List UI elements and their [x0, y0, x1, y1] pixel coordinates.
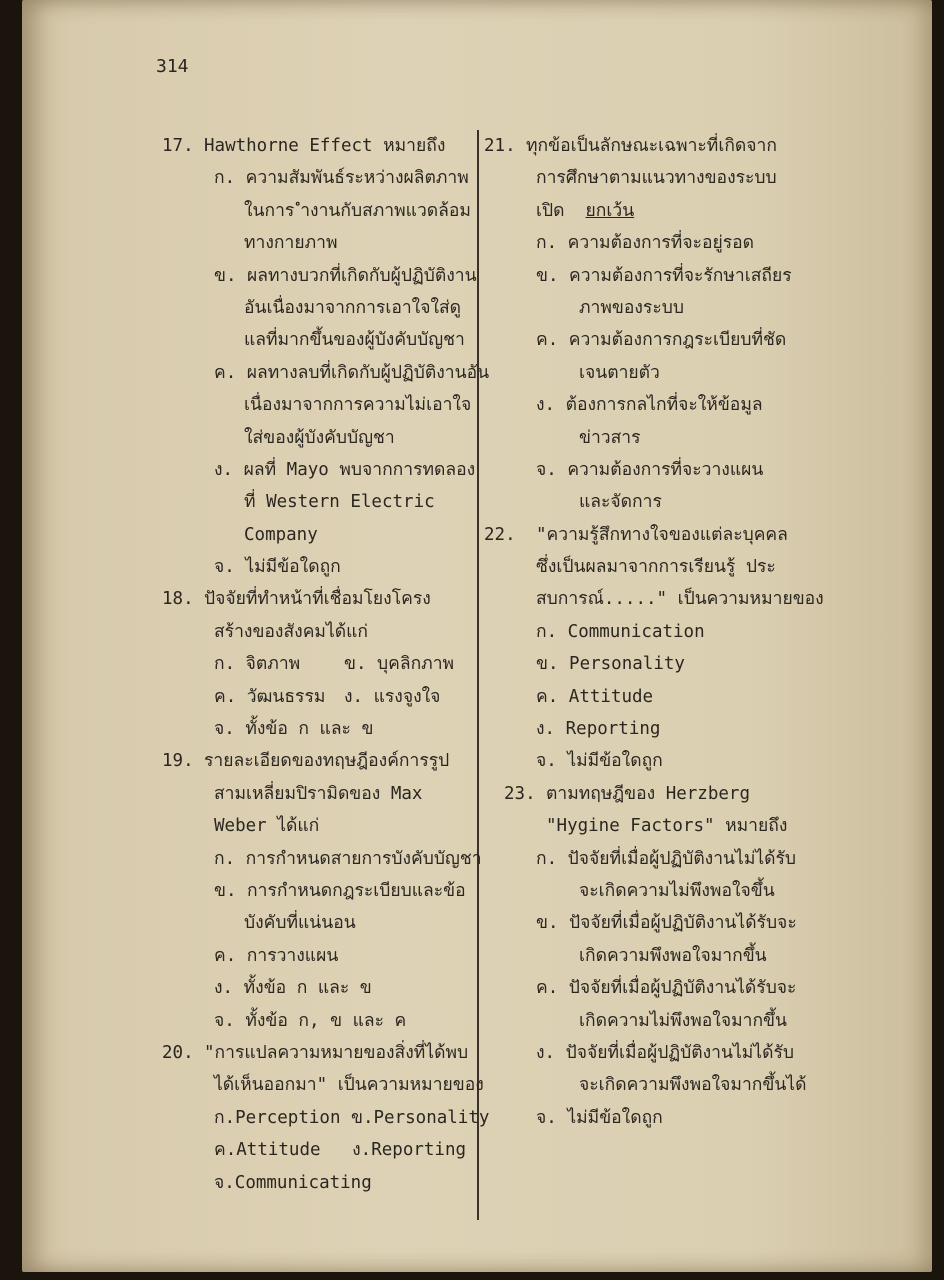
- question-text-cont: สบการณ์....." เป็นความหมายของ: [536, 589, 824, 610]
- option-a: ก. ปัจจัยที่เมื่อผู้ปฏิบัติงานไม่ได้รับ: [536, 848, 797, 869]
- question-number: 21.: [484, 136, 516, 156]
- question-19-title: [162, 745, 492, 777]
- option-d-cont: Company: [244, 524, 318, 545]
- option-a: ก. ความต้องการที่จะอยู่รอด: [536, 233, 755, 254]
- question-text-cont: [484, 195, 844, 227]
- question-text-part: เปิด: [536, 200, 565, 221]
- page-number: 314: [156, 56, 189, 77]
- option-c: ค. การวางแผน: [214, 945, 339, 966]
- question-text-cont: สามเหลี่ยมปิรามิดของ Max: [214, 783, 423, 804]
- option-d: ง. แรงจูงใจ: [344, 686, 441, 707]
- option-a: ก. จิตภาพ: [214, 654, 301, 675]
- question-20-title: [162, 1037, 492, 1069]
- question-text: "ความรู้สึกทางใจของแต่ละบุคคล: [536, 524, 788, 545]
- option-b: ข. ความต้องการที่จะรักษาเสถียร: [536, 265, 792, 286]
- question-23-title: [484, 778, 844, 810]
- option-d: ง. ปัจจัยที่เมื่อผู้ปฏิบัติงานไม่ได้รับ: [536, 1042, 794, 1063]
- option-a: ก. Communication: [536, 621, 705, 642]
- question-text-cont: สร้างของสังคมได้แก่: [214, 621, 368, 642]
- option-b: ข. Personality: [536, 654, 685, 675]
- option-a-cont: ในการ ํางานกับสภาพแวดล้อม: [244, 200, 471, 221]
- question-text: ทุกข้อเป็นลักษณะเฉพาะที่เกิดจาก: [526, 136, 777, 156]
- option-d-cont: จะเกิดความพึงพอใจมากขึ้นได้: [579, 1075, 807, 1096]
- option-e: จ. ทั้งข้อ ก และ ข: [214, 719, 374, 740]
- option-c: ค. ความต้องการกฎระเบียบที่ชัด: [536, 330, 787, 351]
- question-number: 23.: [504, 783, 536, 804]
- question-22-title: [484, 519, 844, 551]
- option-d-cont: ที่ Western Electric: [244, 492, 435, 513]
- option-e: จ. ความต้องการที่จะวางแผน: [536, 459, 764, 480]
- question-text-cont: การศึกษาตามแนวทางของระบบ: [536, 168, 777, 189]
- right-column: [484, 130, 844, 1134]
- left-column: [162, 130, 492, 1199]
- option-b-cont: บังคับที่แน่นอน: [244, 913, 356, 934]
- option-c: ค. Attitude: [536, 686, 654, 707]
- option-row-cd: [162, 681, 492, 713]
- option-d: ง. ทั้งข้อ ก และ ข: [214, 978, 372, 999]
- option-a: ก. ความสัมพันธ์ระหว่างผลิตภาพ: [214, 168, 469, 189]
- question-text-cont: "Hygine Factors" หมายถึง: [546, 816, 788, 837]
- option-b-cont: อันเนื่องมาจากการเอาใจใส่ดู: [244, 297, 462, 318]
- option-b: ข. บุคลิกภาพ: [344, 654, 455, 675]
- question-number: 19.: [162, 751, 194, 772]
- option-a: ก. การกำหนดสายการบังคับบัญชา: [214, 848, 482, 869]
- question-text: "การแปลความหมายของสิ่งที่ได้พบ: [204, 1042, 469, 1063]
- option-d: ง. ต้องการกลไกที่จะให้ข้อมูล: [536, 395, 763, 416]
- option-c-cont: เกิดความไม่พึงพอใจมากขึ้น: [579, 1010, 787, 1031]
- option-e: จ. ทั้งข้อ ก, ข และ ค: [214, 1010, 407, 1031]
- option-c: ค. ปัจจัยที่เมื่อผู้ปฏิบัติงานได้รับจะ: [536, 978, 797, 999]
- option-c: ค. วัฒนธรรม: [214, 686, 326, 707]
- option-c-cont: ใส่ของผู้บังคับบัญชา: [244, 427, 395, 448]
- question-text-cont: Weber ได้แก่: [214, 816, 320, 837]
- question-number: 22.: [484, 524, 516, 545]
- option-e: จ. ไม่มีข้อใดถูก: [214, 557, 341, 578]
- option-e: จ. ไม่มีข้อใดถูก: [536, 1107, 663, 1128]
- question-21-title: [484, 130, 844, 162]
- option-e-cont: และจัดการ: [579, 492, 662, 513]
- option-c: ค. ผลทางลบที่เกิดกับผู้ปฏิบัติงานอัน: [214, 362, 490, 383]
- option-row-cd: ค.Attitude ง.Reporting: [214, 1140, 467, 1161]
- option-d-cont: ข่าวสาร: [579, 427, 641, 448]
- question-text: รายละเอียดของทฤษฎีองค์การรูป: [204, 751, 450, 772]
- option-a-cont: จะเกิดความไม่พึงพอใจขึ้น: [579, 880, 775, 901]
- option-b: ข. ปัจจัยที่เมื่อผู้ปฏิบัติงานได้รับจะ: [536, 913, 797, 934]
- question-17-title: [162, 130, 492, 162]
- option-b-cont: เกิดความพึงพอใจมากขึ้น: [579, 945, 767, 966]
- option-b-cont: แลที่มากขึ้นของผู้บังคับบัญชา: [244, 330, 465, 351]
- question-text-cont: ซึ่งเป็นผลมาจากการเรียนรู้ ประ: [536, 557, 776, 578]
- option-d: ง. ผลที่ Mayo พบจากการทดลอง: [214, 459, 476, 480]
- option-d: ง. Reporting: [536, 719, 661, 740]
- option-c-cont: เนื่องมาจากการความไม่เอาใจ: [244, 395, 472, 416]
- question-text: ตามทฤษฎีของ Herzberg: [546, 783, 750, 804]
- question-18-title: [162, 583, 492, 615]
- option-b: ข. ผลทางบวกที่เกิดกับผู้ปฏิบัติงาน: [214, 265, 477, 286]
- question-number: 18.: [162, 589, 194, 610]
- option-row-ab: [162, 648, 492, 680]
- option-c-cont: เจนตายตัว: [579, 362, 660, 383]
- option-b: ข. การกำหนดกฎระเบียบและข้อ: [214, 880, 466, 901]
- question-text: Hawthorne Effect หมายถึง: [204, 136, 446, 156]
- option-e: จ.Communicating: [214, 1172, 372, 1193]
- except-keyword: ยกเว้น: [585, 200, 635, 221]
- book-page: [22, 0, 932, 1272]
- option-a-cont: ทางกายภาพ: [244, 233, 338, 254]
- question-number: 20.: [162, 1042, 194, 1063]
- question-text: ปัจจัยที่ทำหน้าที่เชื่อมโยงโครง: [204, 589, 431, 610]
- option-e: จ. ไม่มีข้อใดถูก: [536, 751, 663, 772]
- question-number: 17.: [162, 136, 194, 156]
- option-row-ab: ก.Perception ข.Personality: [214, 1107, 490, 1128]
- question-text-cont: ได้เห็นออกมา" เป็นความหมายของ: [214, 1075, 484, 1096]
- option-b-cont: ภาพของระบบ: [579, 297, 684, 318]
